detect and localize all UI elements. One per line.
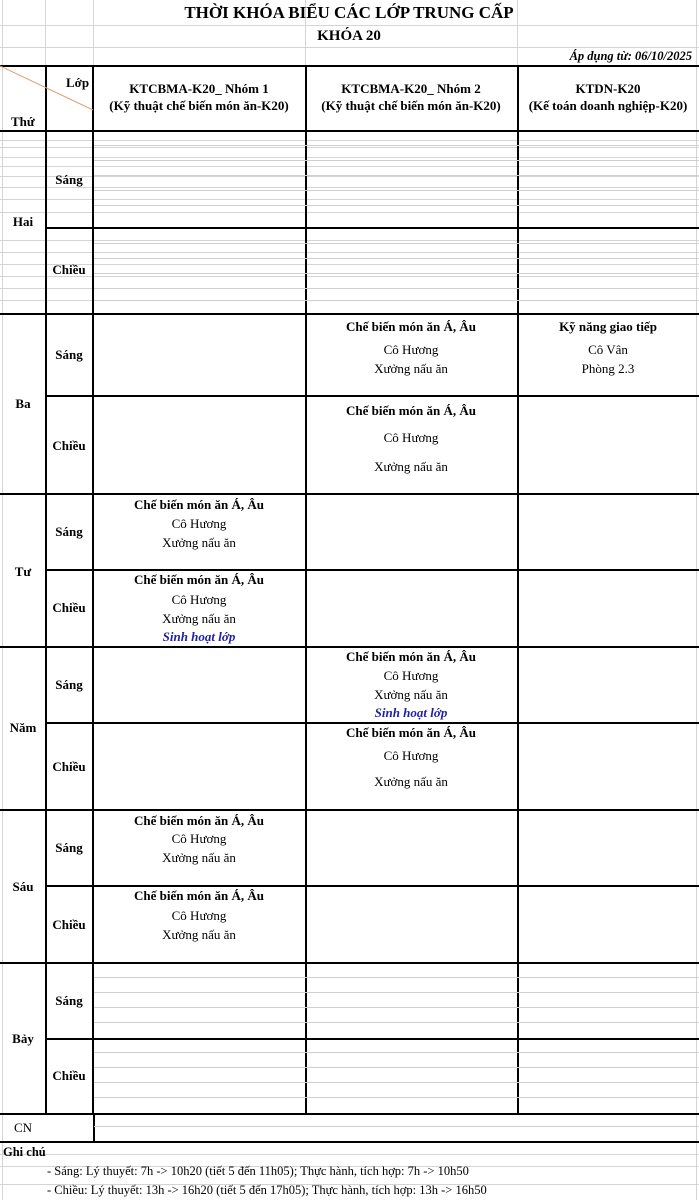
session-afternoon: Chiều	[52, 759, 86, 774]
slot-teacher: Cô Hương	[171, 516, 227, 531]
slot-subject: Chế biến món ăn Á, Âu	[133, 888, 265, 903]
class-meeting-label: Sinh hoạt lớp	[162, 629, 236, 644]
slot-teacher: Cô Hương	[383, 430, 439, 445]
page-title: THỜI KHÓA BIỂU CÁC LỚP TRUNG CẤP	[184, 3, 514, 22]
day-hai: Hai	[12, 214, 34, 229]
slot-teacher: Cô Vân	[588, 342, 628, 357]
notes-label: Ghi chú	[3, 1145, 46, 1159]
slot-room: Xưởng nấu ăn	[162, 535, 236, 550]
slot-room: Xưởng nấu ăn	[374, 687, 448, 702]
session-morning: Sáng	[55, 172, 83, 187]
session-afternoon: Chiều	[52, 1068, 86, 1083]
class-meeting-label: Sinh hoạt lớp	[374, 705, 448, 720]
slot-teacher: Cô Hương	[383, 748, 439, 763]
slot-teacher: Cô Hương	[383, 668, 439, 683]
slot-room: Phòng 2.3	[581, 361, 635, 376]
slot-teacher: Cô Hương	[171, 908, 227, 923]
page-subtitle: KHÓA 20	[317, 28, 381, 44]
class-1-code: KTCBMA-K20_ Nhóm 1	[129, 81, 269, 96]
session-afternoon: Chiều	[52, 438, 86, 453]
slot-room: Xưởng nấu ăn	[374, 774, 448, 789]
slot-subject: Chế biến món ăn Á, Âu	[345, 649, 477, 664]
slot-teacher: Cô Hương	[171, 831, 227, 846]
slot-subject: Chế biến món ăn Á, Âu	[133, 813, 265, 828]
session-morning: Sáng	[55, 993, 83, 1008]
slot-subject: Chế biến món ăn Á, Âu	[345, 319, 477, 334]
slot-subject: Chế biến món ăn Á, Âu	[345, 403, 477, 418]
session-morning: Sáng	[55, 524, 83, 539]
slot-room: Xưởng nấu ăn	[374, 361, 448, 376]
session-afternoon: Chiều	[52, 262, 86, 277]
applied-date: Áp dụng từ: 06/10/2025	[569, 49, 692, 63]
day-bay: Bảy	[12, 1031, 34, 1046]
slot-subject: Chế biến món ăn Á, Âu	[133, 497, 265, 512]
notes-line: - Sáng: Lý thuyết: 7h -> 10h20 (tiết 5 đến 11h05); Thực hành, tích hợp: 7h -> 10h50	[47, 1164, 469, 1178]
class-3-code: KTDN-K20	[575, 81, 641, 96]
class-3-name: (Kế toán doanh nghiệp-K20)	[528, 98, 688, 113]
session-morning: Sáng	[55, 840, 83, 855]
day-ba: Ba	[15, 396, 31, 411]
class-2-code: KTCBMA-K20_ Nhóm 2	[341, 81, 481, 96]
slot-teacher: Cô Hương	[171, 592, 227, 607]
header-thu: Thứ	[11, 114, 35, 129]
class-1-name: (Kỹ thuật chế biến món ăn-K20)	[109, 98, 289, 113]
day-sau: Sáu	[12, 879, 34, 894]
slot-subject: Kỹ năng giao tiếp	[559, 319, 657, 334]
slot-subject: Chế biến món ăn Á, Âu	[345, 725, 477, 740]
session-afternoon: Chiều	[52, 917, 86, 932]
session-afternoon: Chiều	[52, 600, 86, 615]
header-lop: Lớp	[66, 75, 90, 90]
day-tu: Tư	[14, 564, 32, 579]
session-morning: Sáng	[55, 347, 83, 362]
notes-line: - Chiều: Lý thuyết: 13h -> 16h20 (tiết 5 đến 17h05); Thực hành, tích hợp: 13h -> 16h50	[47, 1183, 487, 1197]
day-cn: CN	[13, 1120, 33, 1135]
slot-room: Xưởng nấu ăn	[374, 459, 448, 474]
slot-teacher: Cô Hương	[383, 342, 439, 357]
slot-subject: Chế biến món ăn Á, Âu	[133, 572, 265, 587]
slot-room: Xưởng nấu ăn	[162, 927, 236, 942]
slot-room: Xưởng nấu ăn	[162, 850, 236, 865]
slot-room: Xưởng nấu ăn	[162, 611, 236, 626]
class-2-name: (Kỹ thuật chế biến món ăn-K20)	[321, 98, 501, 113]
session-morning: Sáng	[55, 677, 83, 692]
day-nam: Năm	[9, 720, 37, 735]
